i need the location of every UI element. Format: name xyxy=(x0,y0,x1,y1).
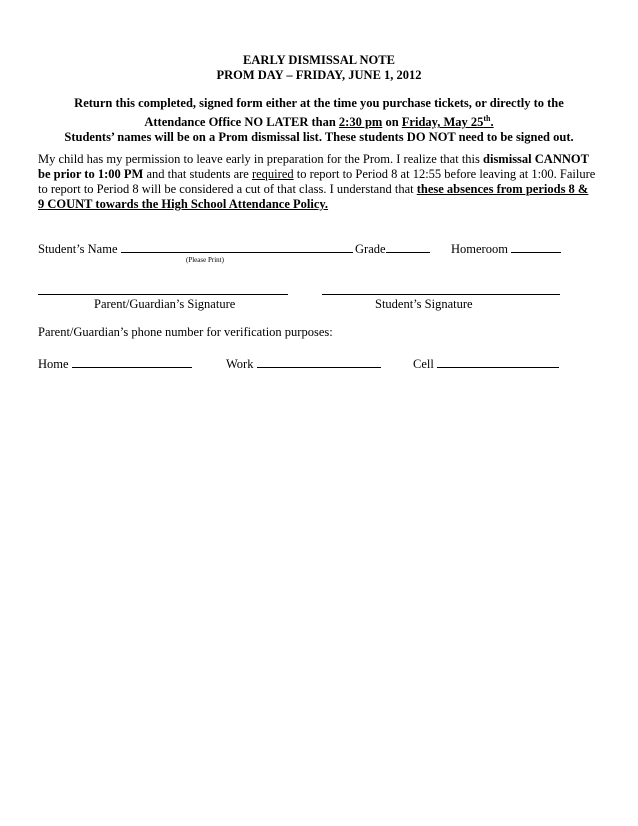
student-name-input[interactable] xyxy=(121,240,353,253)
para-text: My child has my permission to leave early in preparation for the Prom. I realize that this xyxy=(38,152,484,166)
grade-input[interactable] xyxy=(386,240,430,253)
title-line-2: PROM DAY – FRIDAY, JUNE 1, 2012 xyxy=(216,68,422,82)
para-line-2 xyxy=(38,167,604,182)
homeroom-input[interactable] xyxy=(511,240,561,253)
title-line-1: EARLY DISMISSAL NOTE xyxy=(243,53,395,67)
parent-signature-label: Parent/Guardian’s Signature xyxy=(94,297,236,311)
para-line-3 xyxy=(38,182,604,197)
grade-field xyxy=(355,240,430,257)
student-signature-label: Student’s Signature xyxy=(375,297,473,311)
student-name-label: Student’s Name xyxy=(38,242,118,256)
home-phone-label: Home xyxy=(38,357,69,371)
para-line-1 xyxy=(38,152,604,167)
permission-paragraph xyxy=(38,152,604,212)
student-name-field xyxy=(38,240,353,257)
para-text: to report to Period 8 at 12:55 before leaving at 1:00. Failure xyxy=(293,167,596,181)
notice-line-3: Students’ names will be on a Prom dismissal list. These students DO NOT need to be signed out. xyxy=(64,130,574,145)
return-notice xyxy=(30,96,608,145)
notice-line-2-pre: Attendance Office NO LATER than xyxy=(144,115,339,130)
parent-signature-line[interactable] xyxy=(38,294,288,295)
cell-phone-field xyxy=(413,355,559,372)
work-phone-field xyxy=(226,355,381,372)
home-phone-field xyxy=(38,355,192,372)
deadline-time: 2:30 pm xyxy=(338,115,383,130)
homeroom-label: Homeroom xyxy=(451,242,508,256)
grade-label: Grade xyxy=(355,242,386,256)
deadline-date-period: . xyxy=(490,115,494,130)
para-bold-text: dismissal CANNOT xyxy=(483,152,589,166)
notice-line-1: Return this completed, signed form either at the time you purchase tickets, or directly to the xyxy=(74,96,564,110)
cell-phone-input[interactable] xyxy=(437,355,559,368)
para-bold-underlined-text: these absences from periods 8 & xyxy=(416,182,589,196)
deadline-date-text: Friday, May 25 xyxy=(401,115,484,130)
deadline-date xyxy=(402,115,494,129)
work-phone-label: Work xyxy=(226,357,254,371)
homeroom-field xyxy=(451,240,561,257)
para-text: to report to Period 8 will be considered a cut of that class. I understand that xyxy=(38,182,417,196)
document-title xyxy=(0,53,638,83)
home-phone-input[interactable] xyxy=(72,355,192,368)
phone-prompt: Parent/Guardian’s phone number for verification purposes: xyxy=(38,325,333,339)
para-bold-text: be prior to 1:00 PM xyxy=(38,167,144,181)
notice-line-2 xyxy=(30,111,608,130)
para-text: and that students are xyxy=(143,167,252,181)
cell-phone-label: Cell xyxy=(413,357,434,371)
para-underlined-text: required xyxy=(251,167,294,181)
notice-line-2-mid: on xyxy=(382,115,402,130)
work-phone-input[interactable] xyxy=(257,355,381,368)
deadline-date-suffix: th xyxy=(483,114,491,123)
please-print-hint: (Please Print) xyxy=(186,256,224,264)
student-signature-line[interactable] xyxy=(322,294,560,295)
para-line-4: 9 COUNT towards the High School Attendance Policy. xyxy=(38,197,329,211)
